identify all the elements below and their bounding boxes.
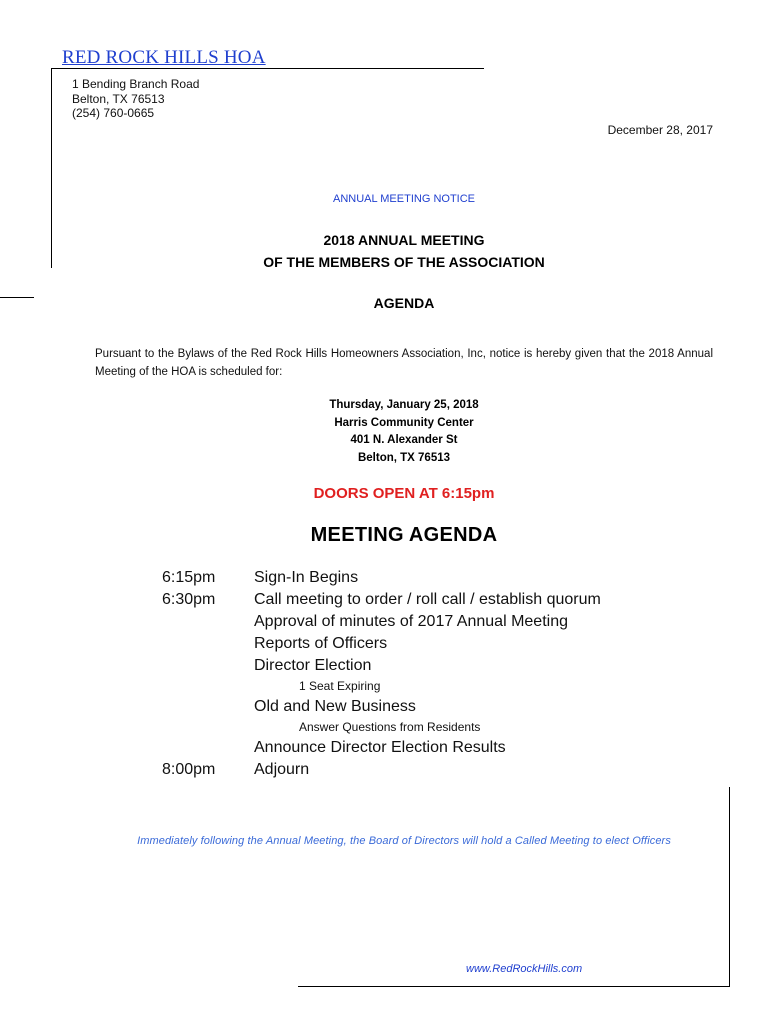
agenda-text: Director Election [254,657,372,674]
agenda-text: Call meeting to order / roll call / establish quorum [254,591,601,608]
agenda-subitem [0,718,770,737]
agenda-text: Adjourn [254,761,310,778]
intro-paragraph: Pursuant to the Bylaws of the Red Rock Hills Homeowners Association, Inc, notice is hereby given that the 2018 Annual Meeting of the HOA is scheduled for: [95,348,713,378]
agenda-time: 6:30pm [162,591,216,608]
agenda-list [0,567,770,781]
agenda-label: AGENDA [373,295,435,311]
address-line-2: Belton, TX 76513 [72,91,165,106]
agenda-item [0,655,770,677]
meeting-heading [0,229,770,273]
agenda-item [0,696,770,718]
agenda-text: Answer Questions from Residents [299,720,481,734]
agenda-item [0,633,770,655]
agenda-subitem [0,677,770,696]
agenda-time: 6:15pm [162,569,216,586]
heading-line-1: 2018 ANNUAL MEETING [323,232,485,248]
phone-number: (254) 760-0665 [72,106,155,120]
agenda-item [0,611,770,633]
org-name: RED ROCK HILLS HOA [62,47,266,68]
agenda-text: 1 Seat Expiring [299,679,381,693]
doors-open-notice: DOORS OPEN AT 6:15pm [313,485,495,502]
agenda-item [0,589,770,611]
notice-title: ANNUAL MEETING NOTICE [333,193,475,205]
address-block [72,77,199,121]
letter-date: December 28, 2017 [607,123,713,137]
agenda-item [0,567,770,589]
footer-note: Immediately following the Annual Meeting, the Board of Directors will hold a Called Meeting to elect Officers [137,835,671,847]
address-line-1: 1 Bending Branch Road [72,77,200,91]
meeting-city: Belton, TX 76513 [357,451,451,464]
agenda-text: Sign-In Begins [254,569,359,586]
website-link[interactable]: www.RedRockHills.com [466,963,583,975]
right-vertical-rule [729,787,730,987]
heading-line-2: OF THE MEMBERS OF THE ASSOCIATION [263,254,545,270]
agenda-time: 8:00pm [162,761,216,778]
agenda-text: Reports of Officers [254,635,388,652]
agenda-text: Old and New Business [254,698,416,715]
footer-rule [298,986,730,987]
meeting-details [0,397,770,467]
meeting-date: Thursday, January 25, 2018 [329,399,479,411]
agenda-item [0,737,770,759]
agenda-text: Approval of minutes of 2017 Annual Meeting [254,613,568,630]
agenda-title: MEETING AGENDA [310,524,498,546]
meeting-venue: Harris Community Center [334,416,474,429]
meeting-street: 401 N. Alexander St [350,434,458,446]
agenda-text: Announce Director Election Results [254,739,506,756]
agenda-item [0,759,770,781]
